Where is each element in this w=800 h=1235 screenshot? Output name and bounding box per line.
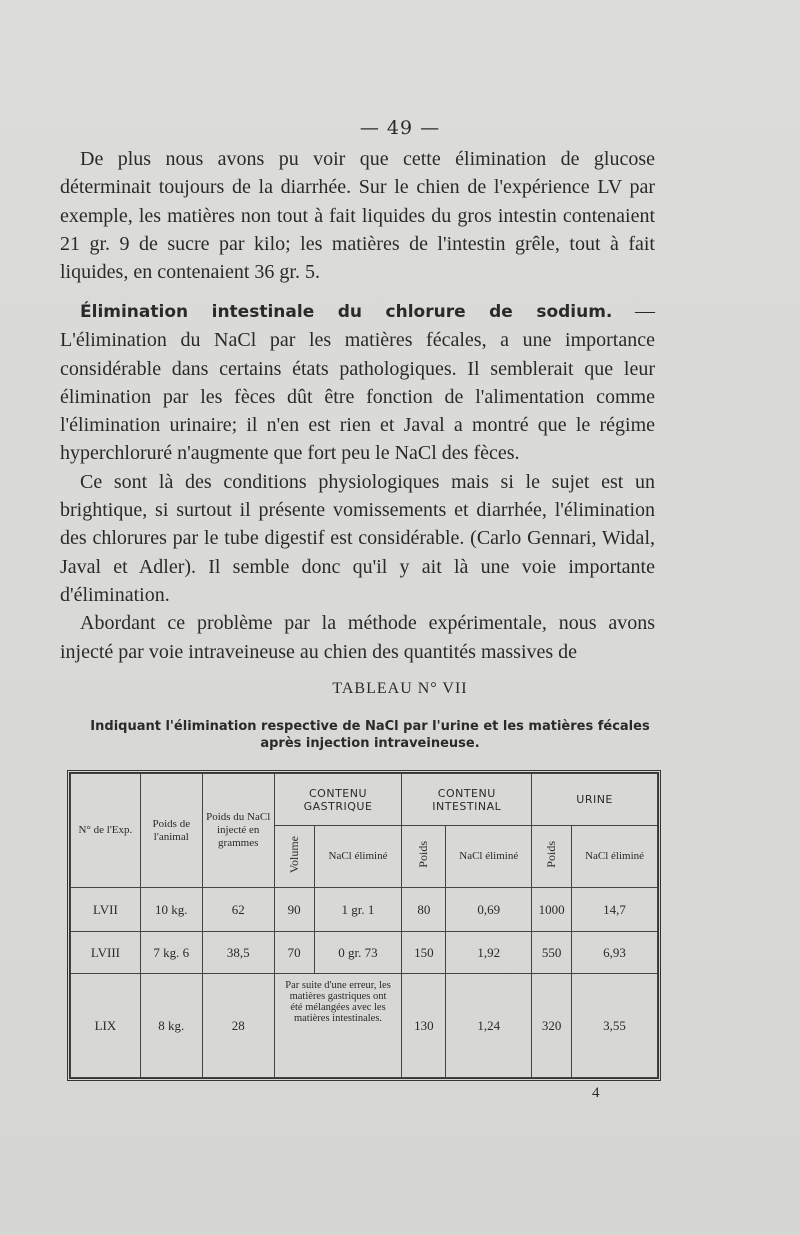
header-urine-weight-label: Poids [544, 841, 559, 868]
cell-nacl-injected: 62 [202, 888, 274, 932]
cell-exp-number: LVII [71, 888, 141, 932]
cell-intestinal-nacl: 0,69 [446, 888, 532, 932]
table-row [71, 932, 658, 974]
header-gastric-content: CONTENU GASTRIQUE [274, 774, 402, 826]
cell-exp-number: LIX [71, 974, 141, 1078]
cell-gastric-nacl: 0 gr. 73 [314, 932, 402, 974]
cell-animal-weight: 8 kg. [140, 974, 202, 1078]
header-urine-weight [532, 826, 572, 888]
cell-gastric-volume: 70 [274, 932, 314, 974]
cell-gastric-nacl: 1 gr. 1 [314, 888, 402, 932]
cell-intestinal-nacl: 1,92 [446, 932, 532, 974]
header-animal-weight: Poids de l'animal [140, 774, 202, 888]
paragraph-sodium-text: — L'élimination du NaCl par les matières fécales, a une importance considérable dans certains états pathologiques. Il semblerait que leur élimination par les fèces dût être fonction de l'alimentation comme l'élimination urinaire; il n'en est rien et Javal a montré que le régime hyperchloruré n'augmente que fort peu le NaCl des fèces. [60, 300, 655, 465]
table-caption-line-2: après injection intraveineuse. [260, 736, 480, 751]
header-intestinal-content: CONTENU INTESTINAL [402, 774, 532, 826]
cell-intestinal-weight: 150 [402, 932, 446, 974]
paragraph-sodium-chloride [60, 297, 655, 468]
page-number: — 49 — [359, 117, 441, 139]
cell-animal-weight: 10 kg. [140, 888, 202, 932]
header-gastric-volume [274, 826, 314, 888]
text-block-2 [60, 297, 655, 666]
text-block-1 [60, 145, 655, 286]
table-row [71, 888, 658, 932]
header-gastric-volume-label: Volume [286, 835, 301, 874]
header-gastric-nacl: NaCl éliminé [314, 826, 402, 888]
table-caption [80, 718, 660, 752]
table-title: TABLEAU N° VII [332, 680, 468, 697]
header-intestinal-weight [402, 826, 446, 888]
cell-urine-weight: 320 [532, 974, 572, 1078]
header-exp-number: N° de l'Exp. [71, 774, 141, 888]
cell-intestinal-nacl: 1,24 [446, 974, 532, 1078]
header-urine-nacl: NaCl éliminé [572, 826, 658, 888]
table-caption-line-1: Indiquant l'élimination respective de NaCl par l'urine et les matières fécales [90, 719, 650, 734]
paragraph-glucose: De plus nous avons pu voir que cette élimination de glucose déterminait toujours de la diarrhée. Sur le chien de l'expérience LV par exemple, les matières non tout à fait liquides du gros intestin contenaient 21 gr. 9 de sucre par kilo; les matières de l'intestin grêle, tout à fait liquides, en contenaient 36 gr. 5. [60, 148, 655, 284]
table-row [71, 974, 658, 1078]
cell-exp-number: LVIII [71, 932, 141, 974]
signature-mark: 4 [592, 1085, 600, 1101]
header-intestinal-nacl: NaCl éliminé [446, 826, 532, 888]
data-table-frame [67, 770, 661, 1081]
cell-urine-weight: 550 [532, 932, 572, 974]
header-intestinal-weight-label: Poids [416, 841, 431, 868]
section-heading: Élimination intestinale du chlorure de sodium. [80, 302, 613, 322]
cell-nacl-injected: 28 [202, 974, 274, 1078]
cell-urine-nacl: 3,55 [572, 974, 658, 1078]
paragraph-experimental: Abordant ce problème par la méthode expérimentale, nous avons injecté par voie intraveineuse au chien des quantités massives de [60, 612, 655, 663]
cell-intestinal-weight: 130 [402, 974, 446, 1078]
cell-urine-weight: 1000 [532, 888, 572, 932]
cell-animal-weight: 7 kg. 6 [140, 932, 202, 974]
cell-urine-nacl: 14,7 [572, 888, 658, 932]
data-table [70, 773, 658, 1078]
cell-urine-nacl: 6,93 [572, 932, 658, 974]
header-urine: URINE [532, 774, 658, 826]
cell-gastric-note: Par suite d'une erreur, les matières gastriques ont été mélangées avec les matières intestinales. [274, 974, 402, 1078]
cell-intestinal-weight: 80 [402, 888, 446, 932]
cell-gastric-volume: 90 [274, 888, 314, 932]
header-nacl-injected: Poids du NaCl injecté en grammes [202, 774, 274, 888]
paragraph-physiological: Ce sont là des conditions physiologiques mais si le sujet est un brightique, si surtout il présente vomissements et diarrhée, l'élimination des chlorures par le tube digestif est considérable. (Carlo Gennari, Widal, Javal et Adler). Il semble donc qu'il y ait là une voie importante d'élimination. [60, 470, 655, 606]
cell-nacl-injected: 38,5 [202, 932, 274, 974]
